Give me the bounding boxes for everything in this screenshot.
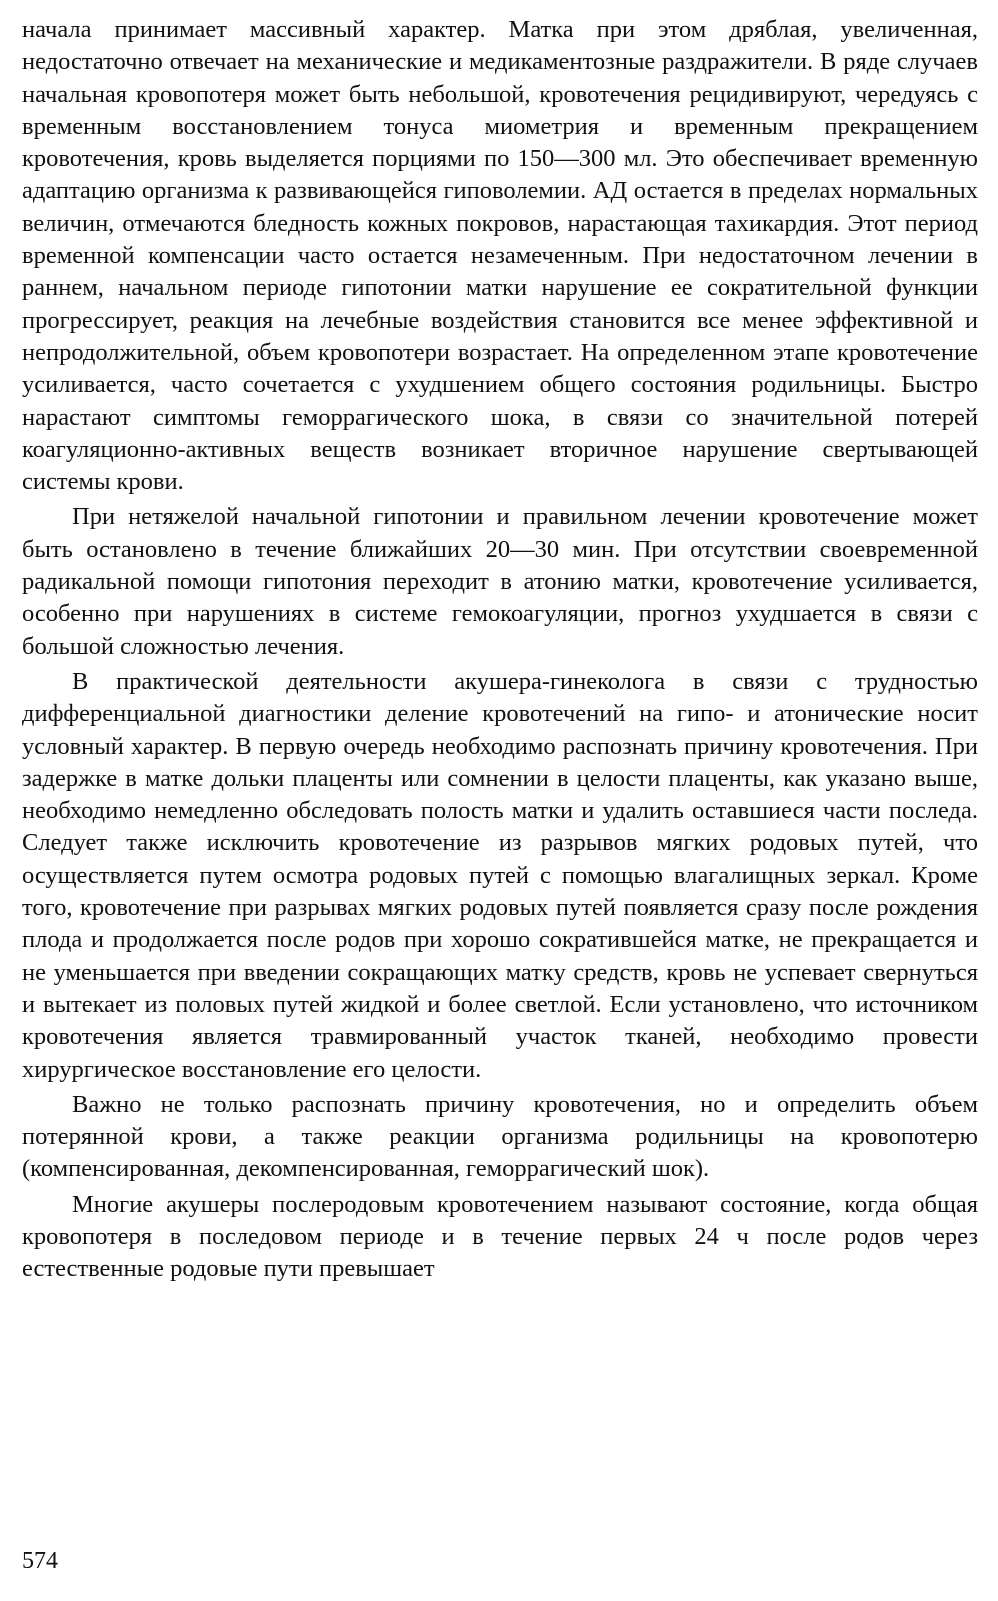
paragraph-1: начала принимает массивный характер. Матка при этом дряблая, увеличенная, недостаточно отвечает на механические и медикаментозные раздражители. В ряде случаев начальная кровопотеря может быть небольшой, кровотечения рецидивируют, чередуясь с временным восстановлением тонуса миометрия и временным прекращением кровотечения, кровь выделяется порциями по 150—300 мл. Это обеспечивает временную адаптацию организма к развивающейся гиповолемии. АД остается в пределах нормальных величин, отмечаются бледность кожных покровов, нарастающая тахикардия. Этот период временной компенсации часто остается незамеченным. При недостаточном лечении в раннем, начальном периоде гипотонии матки нарушение ее сократительной функции прогрессирует, реакция на лечебные воздействия становится все менее эффективной и непродолжительной, объем кровопотери возрастает. На определенном этапе кровотечение усиливается, часто сочетается с ухудшением общего состояния родильницы. Быстро нарастают симптомы геморрагического шока, в связи со значительной потерей коагуляционно-активных веществ возникает вторичное нарушение свертывающей системы крови. bbox=[22, 16, 978, 496]
paragraph-5: Многие акушеры послеродовым кровотечением называют состояние, когда общая кровопотеря в последовом периоде и в течение первых 24 ч после родов через естественные родовые пути превышает bbox=[22, 1190, 978, 1283]
paragraph-2: При нетяжелой начальной гипотонии и правильном лечении кровотечение может быть остановлено в течение ближайших 20—30 мин. При отсутствии своевременной радикальной помощи гипотония переходит в атонию матки, кровотечение усиливается, особенно при нарушениях в системе гемокоагуляции, прогноз ухудшается в связи с большой сложностью лечения. bbox=[22, 503, 978, 660]
paragraph-4: Важно не только распознать причину кровотечения, но и определить объем потерянной крови, а также реакции организма родильницы на кровопотерю (компенсированная, декомпенсированная, геморрагический шок). bbox=[22, 1090, 978, 1183]
page-body bbox=[22, 14, 978, 1289]
paragraph-3: В практической деятельности акушера-гинеколога в связи с трудностью дифференциальной диагностики деление кровотечений на гипо- и атонические носит условный характер. В первую очередь необходимо распознать причину кровотечения. При задержке в матке дольки плаценты или сомнении в целости плаценты, как указано выше, необходимо немедленно обследовать полость матки и удалить оставшиеся части последа. Следует также исключить кровотечение из разрывов мягких родовых путей, что осуществляется путем осмотра родовых путей с помощью влагалищных зеркал. Кроме того, кровотечение при разрывах мягких родовых путей появляется сразу после рождения плода и продолжается после родов при хорошо сократившейся матке, не прекращается и не уменьшается при введении сокращающих матку средств, кровь не успевает свернуться и вытекает из половых путей жидкой и более светлой. Если установлено, что источником кровотечения является травмированный участок тканей, необходимо провести хирургическое восстановление его целости. bbox=[22, 667, 978, 1083]
page-number: 574 bbox=[22, 1548, 58, 1574]
